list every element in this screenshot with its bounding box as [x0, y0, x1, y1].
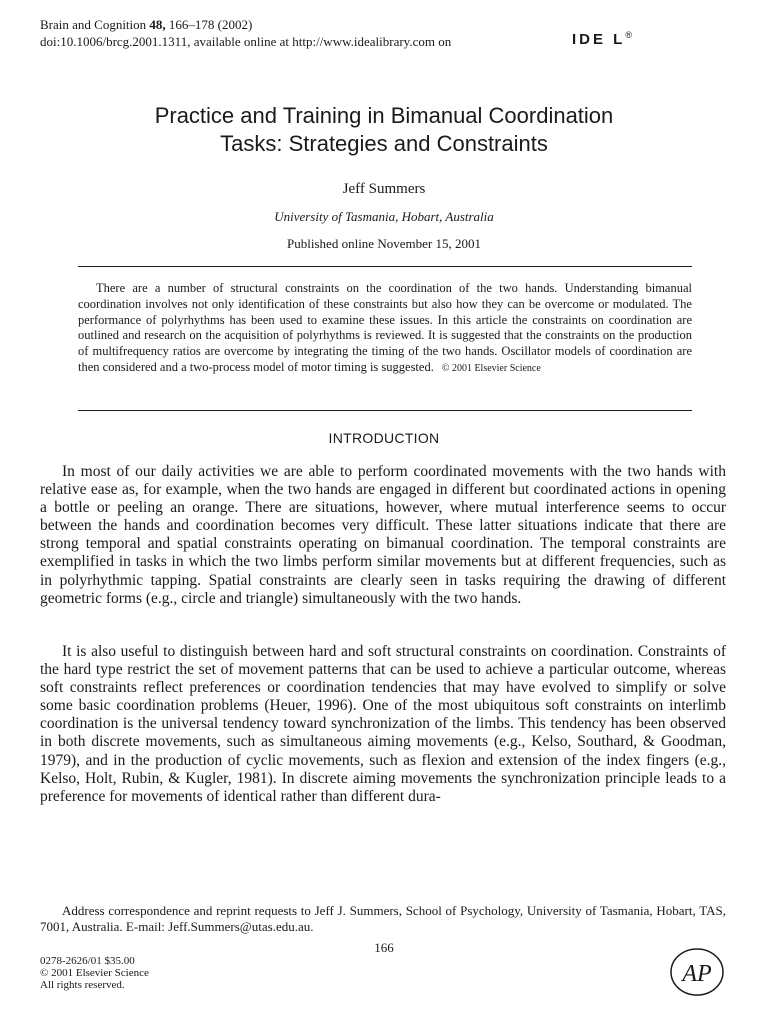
body-paragraph: It is also useful to distinguish between hard and soft structural constraints on coordination. Constraints of the hard type restrict the set of movement patterns that can be used to achieve a particular outcome, whereas soft constraints reflect preferences or coordination tendencies that may have evolved to simplify or solve some basic coordination problems (Heuer, 1996). One of the most ubiquitous soft constraints on interlimb coordination is the universal tendency toward synchronization of the limbs. This tendency has been observed in both discrete movements, such as simultaneous aiming movements (e.g., Kelso, Southard, & Goodman, 1979), and in the production of cyclic movements, such as flexion and extension of the index fingers (e.g., Kelso, Holt, Rubin, & Kugler, 1981). In discrete aiming movements the synchronization principle leads to a preference for movements of identical rather than different dura- [40, 643, 726, 805]
ideal-logo-text: IDE L [572, 31, 626, 48]
article-title [40, 102, 728, 158]
ideal-logo [572, 30, 632, 48]
title-line-1: Practice and Training in Bimanual Coordination [154, 103, 614, 128]
journal-pages-year: 166–178 (2002) [168, 17, 253, 32]
doi-line: doi:10.1006/brcg.2001.1311, available online at http://www.idealibrary.com on [40, 34, 452, 49]
body-paragraph: In most of our daily activities we are able to perform coordinated movements with the two hands with relative ease as, for example, when the two hands are engaged in different but coordinated actions in opening a bottle or peeling an orange. There are situations, however, where mutual interference seems to occur between the hands and coordination becomes very difficult. These latter situations indicate that there are strong temporal and spatial constraints operating on bimanual coordination. The temporal constraints are exemplified in tasks in which the two limbs perform similar movements but at different frequencies, such as in polyrhythmic tapping. Spatial constraints are clearly seen in tasks requiring the drawing of different geometric forms (e.g., circle and triangle) simultaneously with the two hands. [40, 463, 726, 607]
imprint-issn: 0278-2626/01 $35.00 [40, 955, 135, 967]
page-number: 166 [374, 940, 394, 955]
academic-press-logo-icon [668, 946, 726, 998]
author-affiliation: University of Tasmania, Hobart, Australia [274, 209, 494, 224]
title-line-2: Tasks: Strategies and Constraints [220, 131, 548, 156]
academic-press-logo [668, 946, 726, 1003]
publisher-logo-text: AP [682, 961, 712, 987]
abstract-bottom-rule [78, 410, 692, 411]
imprint-copyright: © 2001 Elsevier Science [40, 967, 149, 979]
section-heading: INTRODUCTION [328, 430, 440, 446]
journal-citation [40, 16, 252, 33]
correspondence-footnote: Address correspondence and reprint requests to Jeff J. Summers, School of Psychology, University of Tasmania, Hobart, TAS, 7001, Australia. E-mail: Jeff.Summers@utas.edu.au. [40, 903, 726, 934]
abstract-copyright: © 2001 Elsevier Science [441, 362, 541, 374]
abstract-top-rule [78, 266, 692, 267]
author-name: Jeff Summers [342, 181, 426, 197]
journal-volume: 48, [149, 17, 166, 32]
imprint-rights: All rights reserved. [40, 979, 125, 991]
publication-date: Published online November 15, 2001 [287, 236, 481, 251]
abstract-text: There are a number of structural constraints on the coordination of the two hands. Understanding bimanual coordination involves not only identification of these constraints but also how they can be overcome or modulated. The performance of polyrhythms has been used to examine these issues. In this article the constraints on coordination are outlined and research on the acquisition of polyrhythms is reviewed. It is suggested that the constraints on the production of multifrequency ratios are overcome by integrating the timing of the two hands. Oscillator models of coordination are then considered and a two-process model of motor timing is suggested. [78, 281, 692, 374]
registered-mark: ® [625, 30, 632, 40]
abstract [78, 281, 692, 377]
journal-name: Brain and Cognition [40, 17, 147, 32]
